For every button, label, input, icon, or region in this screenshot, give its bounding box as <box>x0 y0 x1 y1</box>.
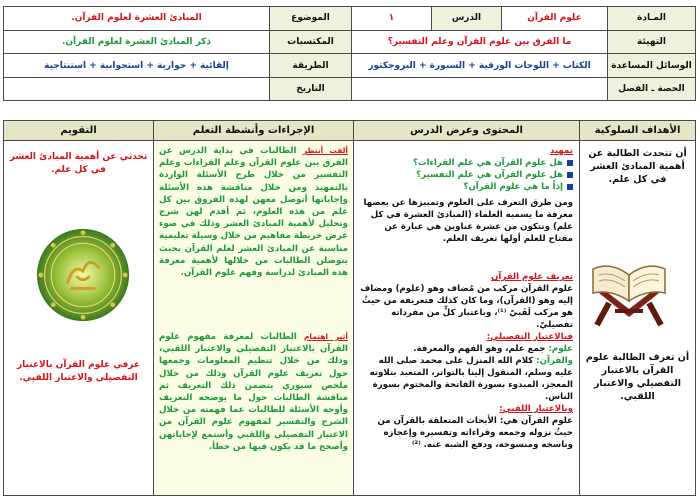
goals-cell <box>580 141 696 496</box>
procedures-cell <box>154 141 354 496</box>
quran-text: كلام الله المنزل على محمد صلى الله عليه وسلم، المنقول إلينا بالتواتر، المتعبد بتلاوته المعجز، المبدوء بسورة الفاتحة والمختوم بسورة الناس. <box>369 356 573 402</box>
body-row <box>4 141 696 496</box>
lesson-value: ١ <box>352 7 432 31</box>
uloom-label: علوم: <box>548 344 573 354</box>
col-header-evaluation: التقويم <box>4 121 154 141</box>
header-row-4 <box>4 77 696 101</box>
date-value <box>4 77 270 101</box>
question-2: هل علوم القرآن هي علم التفسير؟ <box>416 170 563 180</box>
topic-value: المبادئ العشرة لعلوم القرآن. <box>4 7 270 31</box>
bullet-icon <box>567 160 573 166</box>
procedure-2 <box>159 331 348 453</box>
method-value: إلقائية + حوارية + استجوابية + استنتاجية <box>4 54 270 78</box>
bullet-icon <box>567 184 573 190</box>
col-header-procedures: الإجراءات وأنشطة التعلم <box>154 121 354 141</box>
detail-heading: فبالاعتبار التفصيلي: <box>486 332 573 342</box>
subject-label: المـادة <box>608 7 696 31</box>
procedure-1-tag: ألقت أنتظر <box>302 146 348 155</box>
procedure-1 <box>159 145 348 279</box>
bullet-icon <box>567 172 573 178</box>
gains-value: ذكر المبادئ العشرة لعلوم القرآن. <box>4 30 270 54</box>
intro-label: التهيئة <box>608 30 696 54</box>
definition-heading: تعريف علوم القرآن <box>491 272 573 282</box>
col-header-goals: الأهداف السلوكية <box>580 121 696 141</box>
header-spacer <box>4 101 696 116</box>
content-definition-block <box>358 271 573 451</box>
topic-label: الموضوع <box>270 7 352 31</box>
header-row-3 <box>4 54 696 78</box>
header-row-5 <box>4 101 696 116</box>
question-1: هل علوم القرآن هي علم القراءات؟ <box>412 158 563 168</box>
procedure-2-tag: أثير اهتمام <box>303 332 348 341</box>
goal-1: أن تتحدث الطالبة عن أهمية المبادئ العشر في كل علم. <box>588 148 687 185</box>
uloom-text: جمع علم، وهو الفهم والمعرفة. <box>413 344 546 354</box>
lesson-label: الدرس <box>432 7 502 31</box>
question-3: إذاً ما هي علوم القرآن؟ <box>463 182 563 192</box>
laqabi-text: علوم القرآن هي: الأبحاث المتعلقة بالقرآن من حيثُ نزوله وجمعه وقراءاته وتفسيره وإعجازه وناسخه ومنسوخه، ودفع الشبه عنه. ⁽²⁾ <box>377 416 573 450</box>
laqabi-heading: وبالاعتبار اللقبي: <box>499 404 573 414</box>
aids-label: الوسائل المساعدة <box>608 54 696 78</box>
period-value <box>352 77 608 101</box>
intro-value: ما الفرق بين علوم القرآن وعلم التفسير؟ <box>352 30 608 54</box>
col-header-content: المحتوى وعرض الدرس <box>354 121 580 141</box>
lesson-body-table <box>3 120 696 496</box>
quran-label: والقرآن: <box>536 356 573 366</box>
quran-book-icon <box>579 231 679 331</box>
intro-heading: تمهيد <box>549 146 573 156</box>
quran-seal-icon <box>35 227 131 323</box>
lesson-plan-page <box>4 6 696 496</box>
header-row-2 <box>4 30 696 54</box>
definition-text: علوم القرآن مركب من مُضاف وهو (علوم) ومضاف إليه وهو (القرآن)، وما كان كذلك فتعريفه من حيثُ هو مركب لَقَبيّ ⁽¹⁾، وباعتبار كلٍّ من مفرداته تفصيليّ. <box>360 284 573 330</box>
evaluation-1: تحدثي عن أهمية المبادئ العشر في كل علم. <box>9 152 148 175</box>
content-cell <box>354 141 580 496</box>
method-label: الطريقة <box>270 54 352 78</box>
content-intro-block <box>358 145 573 245</box>
procedure-2-text: الطالبات لمعرفة مفهوم علوم القرآن بالاعتبار التفصيلي والاعتبار اللقبي، وذلك من خلال تنظيم المعلومات وجمعها حول تعريف علوم القرآن وذلك من خلال ملخص سبوري يتضمن ذلك التعريف ثم مناقشة الطالبات حول ما يوضحه التعريف وأوجه الأسئلة للطالبات عما فهمته من خلال الشرح والتفسير لمفهوم علوم القرآن من الاعتبار التفصيلي واللقبي وأستمع لإجاباتهن وأصحح ما قد يكون فيها من خطأ. <box>159 332 348 452</box>
aids-value: الكتاب + اللوحات الورقية + السبورة + البروجكتور <box>352 54 608 78</box>
procedure-1-text: الطالبات في بداية الدرس عن الفرق بين علوم القرآن وعلم القراءات وعلم التفسير من خلال طرح الأسئلة الواردة بالتمهيد ومن خلال مناقشة هذه الأسئلة وإجاباتها أتوصل معهن لهذه الفروق بين كل علم من هذه العلوم، ثم أقدم لهن شرح وتحليل لأهمية المبادئ العشر وذلك في ضوء عرض خريطة مفاهيم من خلال وسيلة تعليمية مناسبة عن المبادئ العشر لعلم القرآن بحيث يتوصلن الطالبات من خلالها لأهمية معرفة هذه المبادئ لدراسة وفهم علوم القرآن. <box>159 146 348 279</box>
subject-value: علوم القرآن <box>502 7 608 31</box>
period-label: الحصة ـ الفصل <box>608 77 696 101</box>
gains-label: المكتسبات <box>270 30 352 54</box>
body-header-row <box>4 121 696 141</box>
date-label: التاريخ <box>270 77 352 101</box>
evaluation-2: عرفي علوم القرآن بالاعتبار التفصيلي والاعتبار اللقبي. <box>16 360 141 383</box>
goal-2: أن تعرف الطالبة علوم القرآن بالاعتبار التفصيلي والاعتبار اللقبي. <box>585 352 690 402</box>
intro-text: ومن طرق التعرف على العلوم وتمييزها عن بعضها معرفة ما يسميه العلماء (المبادئ العشرة في كل علم) وتتكون من عشرة عناوين هي عبارة عن مفتاح للعلم أولها تعريف العلم. <box>363 198 573 244</box>
lesson-header-table <box>3 6 696 116</box>
header-row-1 <box>4 7 696 31</box>
evaluation-cell <box>4 141 154 496</box>
